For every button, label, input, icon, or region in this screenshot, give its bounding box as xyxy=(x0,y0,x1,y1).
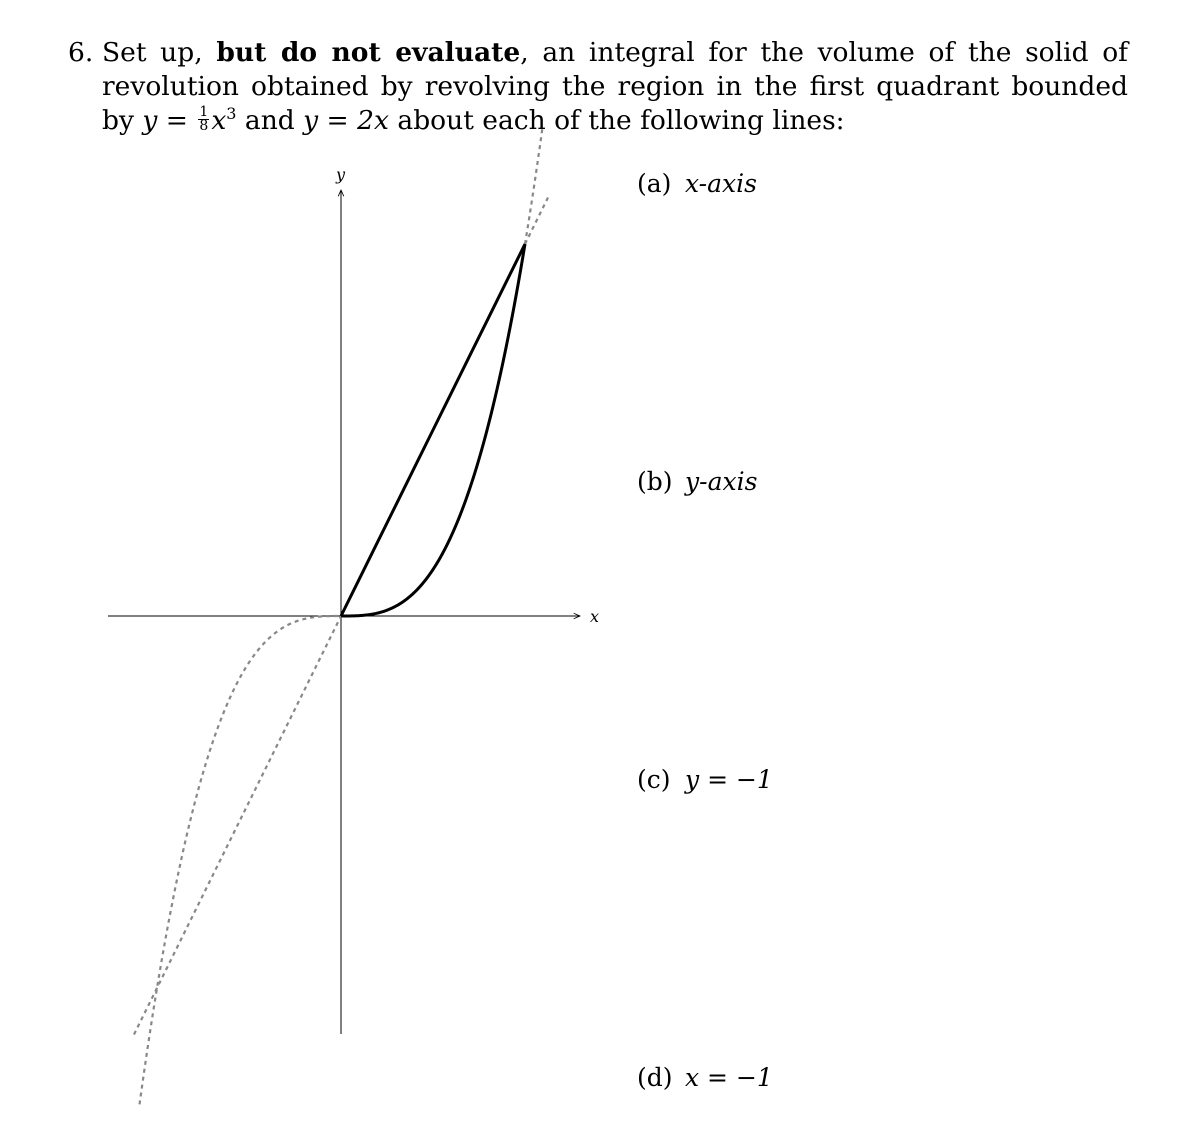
emphasis-text: but do not evaluate xyxy=(216,37,521,68)
part-a-label: (a) xyxy=(637,169,672,198)
eq1-exponent: 3 xyxy=(226,104,237,124)
part-d-label: (d) xyxy=(637,1063,673,1092)
part-d-text: x = −1 xyxy=(685,1063,773,1092)
part-b-text: y-axis xyxy=(685,467,758,496)
text-part-1: Set up, xyxy=(102,37,217,68)
eq1-var: x xyxy=(211,105,227,136)
part-b xyxy=(637,467,757,497)
part-a xyxy=(637,169,757,199)
fraction-denominator: 8 xyxy=(199,117,209,134)
eq1-lhs: y xyxy=(142,105,158,136)
problem-number: 6. xyxy=(68,37,94,68)
eq1-equals: = xyxy=(157,105,197,136)
part-a-text: x-axis xyxy=(685,169,757,198)
part-d xyxy=(637,1063,773,1093)
part-c-label: (c) xyxy=(637,765,671,794)
eq2: y = 2x xyxy=(303,105,389,136)
part-c xyxy=(637,765,773,795)
part-c-text: y = −1 xyxy=(685,765,773,794)
text-part-2: , an integral for the volume of the solid of revolution obtained by revolving the region in the first quadrant bounded by xyxy=(102,37,1128,136)
line-curve xyxy=(341,244,525,616)
y-axis-label: y xyxy=(336,165,346,184)
part-b-label: (b) xyxy=(637,467,673,496)
text-part-3: and xyxy=(236,105,304,136)
fraction-numerator: 1 xyxy=(199,103,209,120)
x-axis-label: x xyxy=(590,607,600,626)
text-part-4: about each of the following lines: xyxy=(388,105,845,136)
